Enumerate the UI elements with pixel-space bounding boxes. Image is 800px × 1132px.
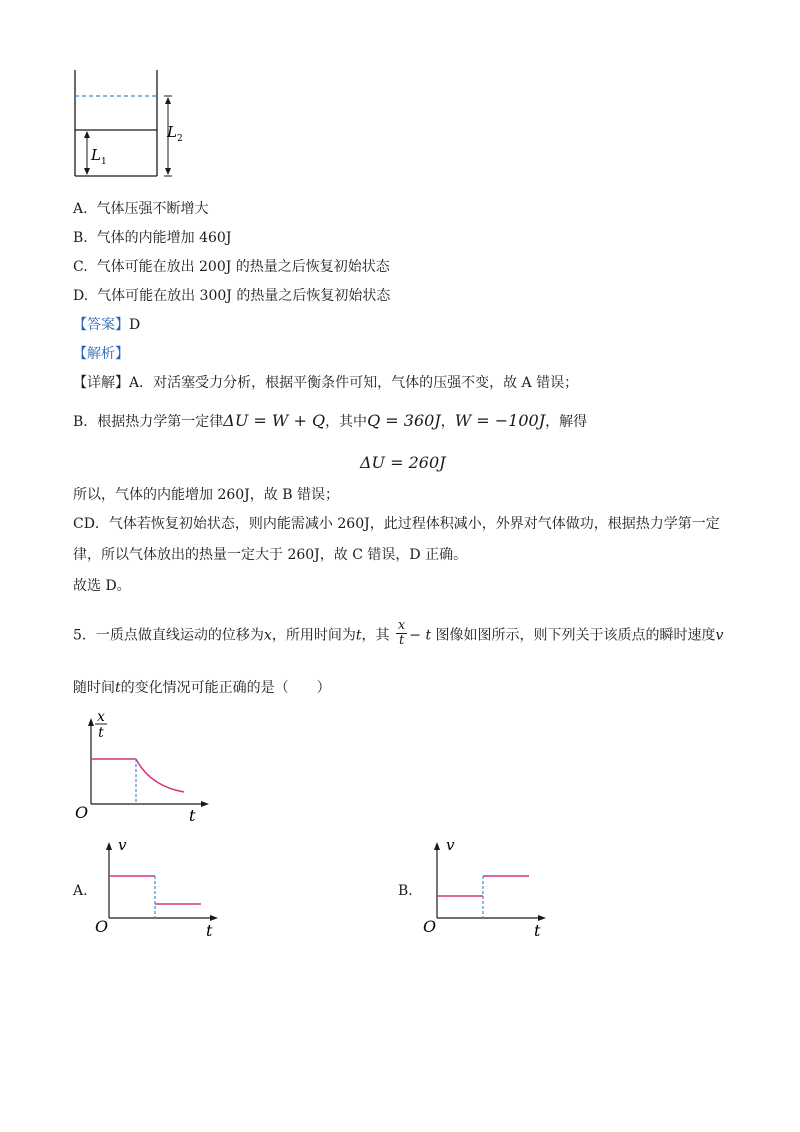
option-a[interactable]: A. 气体压强不断增大 — [73, 201, 209, 217]
cd-line-2: 律，所以气体放出的热量一定大于 260J，故 C 错误，D 正确。 — [73, 547, 468, 563]
x-over-t-fraction: $\frac{x}{t}$ — [397, 618, 406, 648]
label-l1: $L_1$ — [91, 146, 107, 167]
question-5-line-1: 5．一质点做直线运动的位移为x，所用时间为t，其 $\frac{x}{t}$ − t 图像如图所示，则下列关于该质点的瞬时速度v — [73, 618, 724, 648]
choose-line: 故选 D。 — [73, 578, 131, 594]
heat-value: Q = 360J — [367, 411, 441, 430]
main-graph — [70, 706, 220, 826]
work-value: W = −100J — [454, 411, 546, 430]
origin-label: O — [75, 803, 89, 822]
origin-label: O — [95, 917, 109, 936]
y-label-den: t — [98, 725, 104, 741]
y-label-num: x — [97, 709, 105, 725]
l1-arrow-head-bottom — [84, 168, 90, 175]
conclusion-b: 所以，气体的内能增加 260J，故 B 错误； — [73, 487, 339, 503]
l2-arrow-head-bottom — [165, 168, 171, 175]
centered-formula: ΔU = 260J — [360, 453, 446, 472]
first-law-formula: ΔU = W + Q — [223, 411, 326, 430]
l1-arrow-head-top — [84, 131, 90, 138]
x-label: t — [206, 921, 213, 940]
analysis-heading: 【解析】 — [73, 346, 129, 362]
x-axis-arrow — [201, 801, 209, 807]
question-5-line-2: 随时间t的变化情况可能正确的是（ ） — [73, 680, 331, 696]
graph-a[interactable] — [90, 836, 230, 946]
x-label: t — [189, 806, 196, 825]
y-axis-arrow — [434, 842, 440, 850]
origin-label: O — [423, 917, 437, 936]
label-l2: $L_2$ — [167, 123, 183, 144]
x-label: t — [534, 921, 541, 940]
graph-b[interactable] — [418, 836, 558, 946]
y-axis-arrow — [106, 842, 112, 850]
option-d[interactable]: D. 气体可能在放出 300J 的热量之后恢复初始状态 — [73, 288, 391, 304]
y-axis-arrow — [88, 718, 94, 726]
graph-a-option[interactable]: A. — [73, 883, 88, 899]
option-c[interactable]: C. 气体可能在放出 200J 的热量之后恢复初始状态 — [73, 259, 390, 275]
answer-line: 【答案】D — [73, 317, 141, 333]
answer-value: D — [129, 317, 141, 333]
graph-b-option[interactable]: B. — [398, 883, 413, 899]
cylinder-figure — [60, 68, 200, 188]
cd-line-1: CD．气体若恢复初始状态，则内能需减小 260J，此过程体积减小，外界对气体做功，根据热力学第一定 — [73, 516, 720, 532]
decay-curve — [136, 759, 184, 792]
detail-line: 【详解】A．对活塞受力分析，根据平衡条件可知，气体的压强不变，故 A 错误； — [73, 375, 579, 391]
option-b[interactable]: B. 气体的内能增加 460J — [73, 230, 232, 246]
y-label: v — [446, 836, 455, 854]
b-explanation-line: B．根据热力学第一定律ΔU = W + Q，其中Q = 360J，W = −100J，解得 — [73, 411, 588, 430]
y-label: v — [118, 836, 127, 854]
l2-arrow-head-top — [165, 97, 171, 104]
